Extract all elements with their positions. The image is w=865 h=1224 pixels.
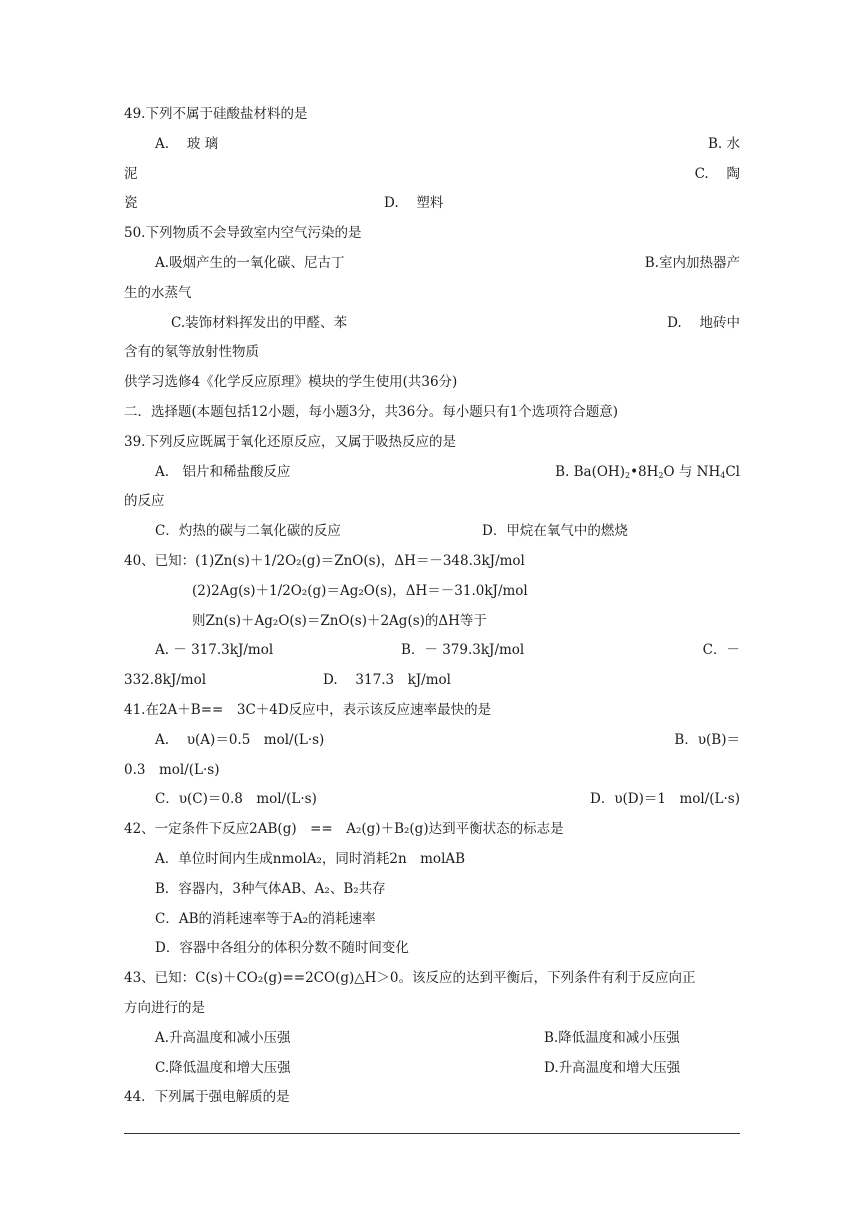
q39-line-a [124,458,740,488]
q41-option-c: C．υ(C)＝0.8 mol/(L·s) [155,791,317,808]
q43-line-c [124,1054,740,1084]
q43-option-a: A.升高温度和减小压强 [155,1029,291,1046]
q43-stem-1: 43、已知：C(s)＋CO₂(g)==2CO(g)△H＞0。该反应的达到平衡后，下列条件有利于反应向正 [124,970,696,987]
q40-option-d: D. 317.3 kJ/mol [323,672,451,689]
q40-line-c [124,666,740,696]
q42-option-b: B．容器内，3种气体AB、A₂、B₂共存 [155,880,386,897]
q49-option-c-start: C. 陶 [694,165,740,182]
q49-option-c-end: 瓷 [124,195,138,212]
q49-option-b-end: 泥 [124,165,138,182]
q50-option-c: C.装饰材料挥发出的甲醛、苯 [171,314,348,331]
q50-stem: 50.下列物质不会导致室内空气污染的是 [124,225,362,242]
q40-line-a [124,636,740,666]
q42-option-a: A．单位时间内生成nmolA₂，同时消耗2n molAB [155,850,466,867]
q49-line-c [124,189,740,219]
q43-option-d: D.升高温度和增大压强 [544,1059,681,1076]
q49-option-d: D. 塑料 [384,195,444,212]
q39-option-a: A. 铝片和稀盐酸反应 [155,463,291,480]
q40-option-b: B．－ 379.3kJ/mol [401,642,525,659]
footer-rule [124,1133,740,1134]
q50-option-b-start: B.室内加热器产 [644,254,740,271]
q49-line-a [124,130,740,160]
q40-option-c-start: C．－ [702,642,740,659]
q49-line-b [124,160,740,190]
q42-option-c: C．AB的消耗速率等于A₂的消耗速率 [155,910,376,927]
q50-line-a [124,249,740,279]
q43-option-b: B.降低温度和减小压强 [544,1029,680,1046]
q40-given-1: 40、已知：(1)Zn(s)＋1/2O₂(g)＝ZnO(s)，ΔH＝－348.3kJ/mol [124,552,525,569]
q39-option-b-start: B. $Ba(OH)_2•8H_2O$ 与 $NH_4Cl$ [555,463,740,480]
q41-option-b-end: 0.3 mol/(L·s) [124,761,220,778]
exam-page [124,100,740,1113]
q43-stem-2: 方向进行的是 [124,999,205,1016]
q39-option-d: D．甲烷在氧气中的燃烧 [482,523,628,540]
q41-option-a: A. υ(A)＝0.5 mol/(L·s) [155,731,325,748]
q41-stem: 41.在2A＋B== 3C＋4D反应中，表示该反应速率最快的是 [124,701,492,718]
q40-question: 则Zn(s)＋Ag₂O(s)＝ZnO(s)＋2Ag(s)的ΔH等于 [192,612,487,629]
q42-stem: 42、一定条件下反应2AB(g) == A₂(g)＋B₂(g)达到平衡状态的标志是 [124,821,564,838]
q41-option-d: D．υ(D)＝1 mol/(L·s) [590,791,740,808]
q44-stem: 44．下列属于强电解质的是 [124,1089,290,1106]
q49-stem: 49.下列不属于硅酸盐材料的是 [124,106,308,122]
section-heading: 二．选择题(本题包括12小题，每小题3分，共36分。每小题只有1个选项符合题意) [124,403,619,420]
q49-option-b-start: B. 水 [707,135,740,152]
q40-option-a: A. － 317.3kJ/mol [155,642,274,659]
q41-option-b-start: B．υ(B)＝ [674,731,740,748]
q40-option-c-end: 332.8kJ/mol [124,672,207,689]
q50-option-d-start: D. 地砖中 [667,314,740,331]
q50-option-d-end: 含有的氡等放射性物质 [124,344,259,361]
q49-option-a: A. 玻 璃 [155,135,219,152]
q40-given-2: (2)2Ag(s)＋1/2O₂(g)＝Ag₂O(s)，ΔH＝－31.0kJ/mol [192,582,528,599]
q42-option-d: D．容器中各组分的体积分数不随时间变化 [155,940,409,957]
q39-option-b-end: 的反应 [124,493,165,510]
q41-line-a [124,726,740,756]
q39-stem: 39.下列反应既属于氧化还原反应，又属于吸热反应的是 [124,433,456,450]
q43-option-c: C.降低温度和增大压强 [155,1059,291,1076]
q41-line-c [124,785,740,815]
q39-line-c [124,517,740,547]
section-note: 供学习选修4《化学反应原理》模块的学生使用(共36分) [124,374,458,391]
q39-option-c: C．灼热的碳与二氧化碳的反应 [155,523,341,540]
q50-option-a: A.吸烟产生的一氧化碳、尼古丁 [155,254,345,271]
q50-option-b-end: 生的水蒸气 [124,284,192,301]
q43-line-a [124,1024,740,1054]
q50-line-c [124,309,740,339]
